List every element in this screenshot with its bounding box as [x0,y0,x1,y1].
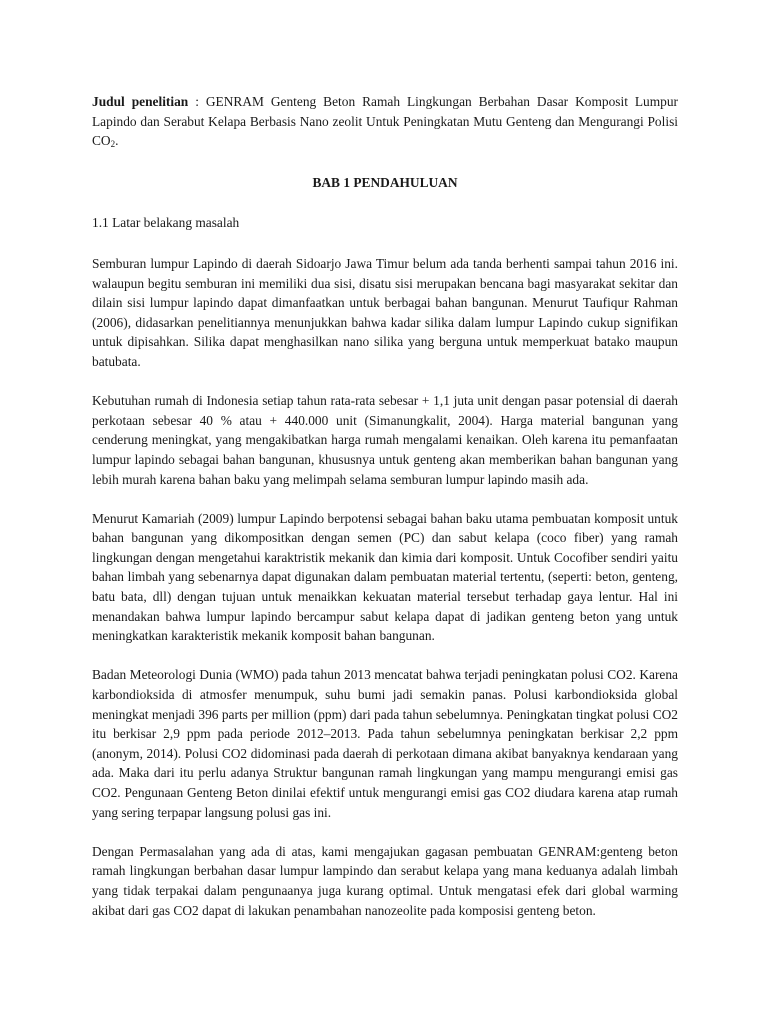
chapter-heading: BAB 1 PENDAHULUAN [312,174,458,190]
section-heading: 1.1 Latar belakang masalah [92,215,240,231]
research-title-separator: : [188,94,206,109]
body-paragraph-3: Menurut Kamariah (2009) lumpur Lapindo berpotensi sebagai bahan baku utama pembuatan komposit untuk bahan bangunan yang dikompositkan dengan semen (PC) dan sabut kelapa (coco fiber) yang ramah lingkungan dengan mengetahui karaktristik mekanik dan kimia dari komposit. Untuk Cocofiber sendiri yaitu bahan limbah yang sebenarnya dapat digunakan dalam pembuatan material tertentu, (seperti: beton, genteng, batu bata, dll) dengan tujuan untuk menaikkan kekuatan material tersebut terhadap gaya lentur. Hal ini menandakan bahwa lumpur lapindo bercampur sabut kelapa dapat di jadikan genteng beton yang untuk meningkatkan karakteristik mekanik komposit bahan bangunan. [92,510,678,644]
document-page [92,92,678,940]
body-paragraph-5: Dengan Permasalahan yang ada di atas, kami mengajukan gagasan pembuatan GENRAM:genteng beton ramah lingkungan berbahan dasar lumpur lampindo dan serabut kelapa yang mana keduanya adalah limbah yang tidak terpakai dalam pengunaanya juga kurang optimal. Untuk mengatasi efek dari global warming akibat dari gas CO2 dapat di lakukan penambahan nanozeolite pada komposisi genteng beton. [92,843,678,918]
body-paragraph-1: Semburan lumpur Lapindo di daerah Sidoarjo Jawa Timur belum ada tanda berhenti sampai tahun 2016 ini. walaupun begitu semburan ini memiliki dua sisi, disatu sisi merupakan bencana bagi masyarakat sekitar dan dilain sisi lumpur lapindo dapat dimanfaatkan untuk berbagai bahan bangunan. Menurut Taufiqur Rahman (2006), didasarkan penelitiannya menunjukkan bahwa kadar silika dalam lumpur Lapindo cukup signifikan untuk dipisahkan. Silika dapat menghasilkan nano silika yang berguna untuk memperkuat batako maupun batubata. [92,255,678,369]
research-title-end: . [115,133,119,149]
research-title-text: GENRAM Genteng Beton Ramah Lingkungan Berbahan Dasar Komposit Lumpur Lapindo dan Serabut Kelapa Berbasis Nano zeolit Untuk Peningkatan Mutu Genteng dan Mengurangi Polisi CO [92,94,679,149]
body-paragraph-4: Badan Meteorologi Dunia (WMO) pada tahun 2013 mencatat bahwa terjadi peningkatan polusi CO2. Karena karbondioksida di atmosfer menumpuk, suhu bumi jadi semakin panas. Polusi karbondioksida global meningkat menjadi 396 parts per million (ppm) dari pada tahun sebelumnya. Peningkatan tingkat polusi CO2 itu berkisar 2,9 ppm pada periode 2012–2013. Pada tahun sebelumnya peningkatan berkisar 2,2 ppm (anonym, 2014). Polusi CO2 didominasi pada daerah di perkotaan dimana akibat banyaknya kendaraan yang ada. Maka dari itu perlu adanya Struktur bangunan ramah lingkungan yang mampu mengurangi emisi gas CO2. Pengunaan Genteng Beton dinilai efektif untuk mengurangi emisi gas CO2 diudara karena atap rumah yang sering terpapar langsung polusi gas ini. [92,667,678,820]
research-title-label: Judul penelitian [92,94,189,109]
research-title [92,92,678,151]
body-paragraph-2: Kebutuhan rumah di Indonesia setiap tahun rata-rata sebesar + 1,1 juta unit dengan pasar potensial di daerah perkotaan sebesar 40 % atau + 440.000 unit (Simanungkalit, 2004). Harga material bangunan yang cenderung meningkat, yang mengakibatkan harga rumah mengalami kenaikan. Oleh karena itu pemanfaatan lumpur lapindo sebagai bahan bangunan, khususnya untuk genteng akan memberikan bahan bangunan yang lebih murah karena bahan baku yang melimpah selama semburan lumpur lapindo masih ada. [92,393,678,487]
research-title-subscript: 2 [110,139,116,150]
